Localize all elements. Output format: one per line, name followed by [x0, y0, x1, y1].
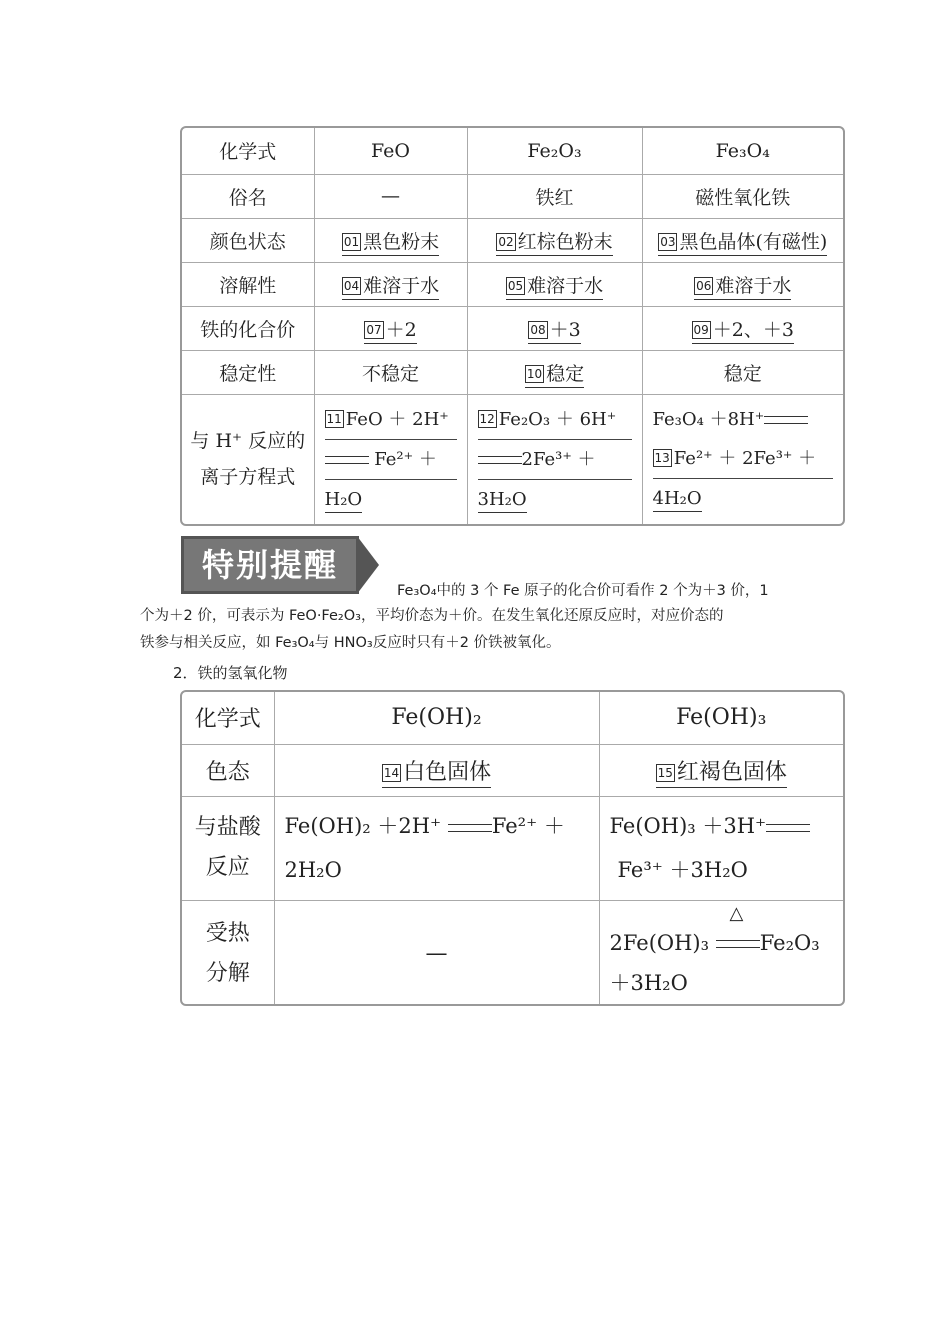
- reaction-feo: [314, 394, 467, 524]
- cell: [467, 218, 642, 262]
- header-fe2o3: Fe₂O₃: [467, 128, 642, 174]
- cell: [467, 306, 642, 350]
- heat-triangle-icon: △: [729, 902, 744, 924]
- answer-number: 06: [696, 278, 712, 293]
- equals-arrow: [448, 824, 492, 832]
- cell: [642, 262, 843, 306]
- acid-label-line: 与盐酸: [194, 815, 261, 840]
- cell: [467, 262, 642, 306]
- eq-line: 2Fe(OH)₃: [609, 930, 710, 955]
- row-label: [182, 796, 274, 900]
- answer-text: 难溶于水: [715, 274, 792, 297]
- eq-line: 2Fe³⁺ ＋: [521, 448, 596, 470]
- answer-number: 03: [660, 234, 676, 249]
- answer-number: 02: [498, 234, 514, 249]
- cell: [274, 744, 599, 796]
- notice-badge: [181, 536, 397, 594]
- answer-text: 红褐色固体: [676, 759, 787, 785]
- cell: [314, 262, 467, 306]
- equals-arrow: [766, 824, 810, 832]
- acid-reaction-feoh3: [599, 796, 843, 900]
- answer-number: 04: [343, 278, 360, 293]
- eq-line: Fe₃O₄ ＋8H⁺: [652, 409, 765, 431]
- reaction-fe3o4: [642, 394, 843, 524]
- answer-text: 稳定: [546, 362, 585, 385]
- eq-line: Fe₂O₃: [759, 930, 820, 955]
- answer-text: 黑色粉末: [363, 230, 440, 253]
- eq-line: Fe²⁺ ＋: [374, 448, 437, 470]
- row-label: 铁的化合价: [182, 306, 314, 350]
- answer-number: 01: [343, 234, 360, 249]
- row-label: 俗名: [182, 174, 314, 218]
- row-label: 稳定性: [182, 350, 314, 394]
- reaction-fe2o3: [467, 394, 642, 524]
- equals-arrow: [764, 416, 808, 424]
- eq-line: Fe³⁺ ＋3H₂O: [617, 858, 748, 882]
- cell: [642, 218, 843, 262]
- cell: 稳定: [642, 350, 843, 394]
- equals-arrow: [325, 456, 369, 464]
- answer-number: 12: [479, 411, 495, 426]
- eq-line: Fe²⁺ ＋ 2Fe³⁺ ＋: [673, 448, 817, 470]
- cell: 不稳定: [314, 350, 467, 394]
- cell: —: [314, 174, 467, 218]
- header-feoh2: Fe(OH)₂: [274, 692, 599, 744]
- answer-text: ＋3: [549, 318, 581, 341]
- iron-hydroxides-table: [180, 690, 845, 1006]
- answer-number: 10: [526, 366, 543, 381]
- answer-number: 14: [383, 765, 400, 780]
- row-label: [182, 394, 314, 524]
- eq-line: Fe(OH)₃ ＋3H⁺: [609, 814, 767, 838]
- answer-text: ＋2、＋3: [712, 318, 794, 341]
- notice-badge-text: 特别提醒: [181, 536, 359, 594]
- cell: [314, 306, 467, 350]
- notice-line: Fe₃O₄中的 3 个 Fe 原子的化合价可看作 2 个为＋3 价，1: [397, 583, 769, 599]
- cell: [314, 218, 467, 262]
- cell: —: [274, 900, 599, 1006]
- badge-arrow-shape: [357, 536, 379, 594]
- eq-line: FeO ＋ 2H⁺: [345, 408, 449, 430]
- answer-number: 13: [654, 451, 670, 466]
- header-label: 化学式: [182, 128, 314, 174]
- answer-number: 05: [507, 278, 524, 293]
- row-label: [182, 900, 274, 1006]
- answer-text: 黑色晶体(有磁性): [679, 230, 828, 253]
- eq-line: ＋3H₂O: [609, 970, 688, 995]
- equals-arrow: [478, 456, 522, 464]
- notice-line: 铁参与相关反应，如 Fe₃O₄与 HNO₃反应时只有＋2 价铁被氧化。: [140, 635, 561, 651]
- reaction-label-line: 与 H⁺ 反应的: [190, 430, 306, 453]
- reaction-label-line: 离子方程式: [200, 466, 296, 489]
- equals-arrow: [716, 940, 760, 948]
- answer-number: 09: [693, 322, 709, 337]
- answer-number: 08: [530, 322, 546, 337]
- cell: 磁性氧化铁: [642, 174, 843, 218]
- cell: [642, 306, 843, 350]
- header-fe3o4: Fe₃O₄: [642, 128, 843, 174]
- cell: [599, 744, 843, 796]
- acid-reaction-feoh2: [274, 796, 599, 900]
- eq-line: 4H₂O: [653, 488, 702, 512]
- heat-label-line: 受热: [205, 920, 250, 946]
- eq-line: 2H₂O: [284, 858, 342, 882]
- answer-number: 07: [366, 322, 382, 337]
- cell: 铁红: [467, 174, 642, 218]
- section-heading: 2．铁的氢氧化物: [173, 664, 288, 682]
- iron-oxides-table: [180, 126, 845, 526]
- row-label: 颜色状态: [182, 218, 314, 262]
- row-label: 溶解性: [182, 262, 314, 306]
- answer-number: 11: [326, 411, 342, 426]
- answer-text: 难溶于水: [363, 274, 440, 297]
- header-label: 化学式: [182, 692, 274, 744]
- answer-number: 15: [657, 765, 673, 780]
- cell: [467, 350, 642, 394]
- heat-label-line: 分解: [205, 960, 250, 986]
- heat-reaction-feoh3: [599, 900, 843, 1006]
- notice-line: 个为＋2 价，可表示为 FeO·Fe₂O₃，平均价态为＋价。在发生氧化还原反应时，对应价态的: [140, 608, 724, 624]
- answer-text: 难溶于水: [527, 274, 604, 297]
- header-feo: FeO: [314, 128, 467, 174]
- answer-text: 白色固体: [403, 759, 492, 785]
- eq-line: H₂O: [325, 489, 363, 513]
- eq-line: Fe²⁺ ＋: [491, 814, 565, 838]
- eq-line: Fe₂O₃ ＋ 6H⁺: [498, 408, 617, 430]
- acid-label-line: 反应: [205, 855, 250, 880]
- answer-text: ＋2: [385, 318, 417, 341]
- eq-line: Fe(OH)₂ ＋2H⁺: [284, 814, 442, 838]
- header-feoh3: Fe(OH)₃: [599, 692, 843, 744]
- row-label: 色态: [182, 744, 274, 796]
- answer-text: 红棕色粉末: [517, 230, 613, 253]
- eq-line: 3H₂O: [478, 489, 527, 513]
